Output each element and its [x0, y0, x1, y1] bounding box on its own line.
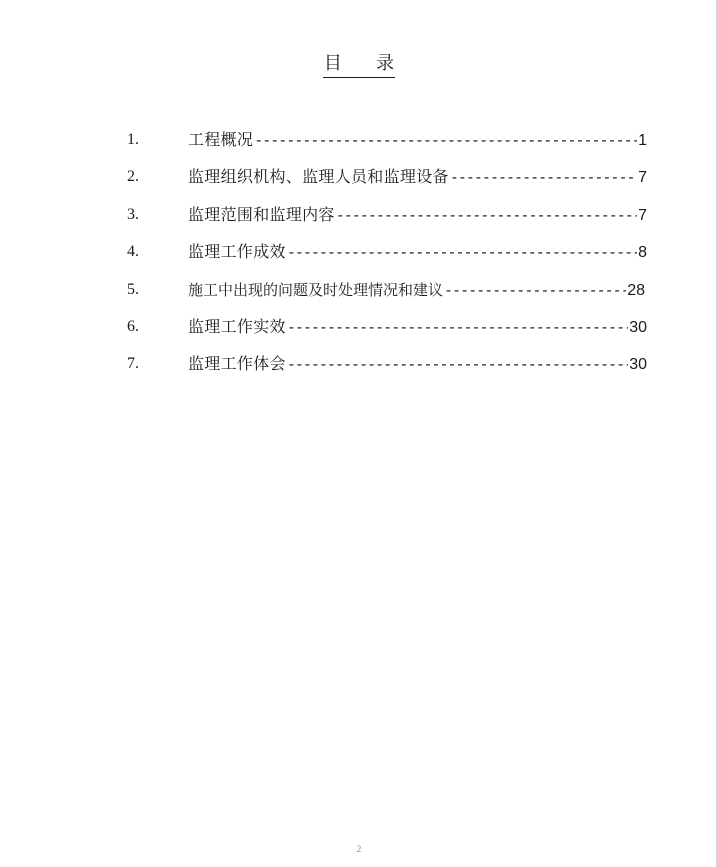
toc-entry-number: 7. [127, 355, 139, 373]
toc-dash-leader [287, 240, 637, 264]
toc-entry-line [188, 128, 647, 153]
toc-entry-number: 6. [127, 317, 139, 335]
page-number: 2 [356, 844, 362, 854]
toc-dash-leader [450, 165, 637, 189]
toc-entry-page: 30 [629, 318, 647, 336]
toc-entry-page: 7 [638, 206, 647, 224]
toc-entry-line [188, 315, 647, 340]
toc-entry-title: 施工中出现的问题及时处理情况和建议 [188, 280, 444, 299]
toc-entry-title: 工程概况 [188, 130, 254, 149]
toc-entry[interactable] [0, 278, 718, 315]
toc-entry[interactable] [0, 352, 718, 389]
toc-entry-number: 1. [127, 131, 139, 148]
toc-dash-leader [287, 352, 628, 376]
toc-entry-line [188, 352, 647, 377]
toc-entry-page: 7 [638, 169, 647, 187]
toc-entry-page: 30 [629, 356, 647, 374]
toc-entry-number: 2. [127, 168, 139, 186]
toc-entry-title: 监理组织机构、监理人员和监理设备 [188, 167, 449, 187]
toc-entry-page: 28 [627, 281, 645, 299]
table-of-contents [0, 128, 718, 390]
toc-heading-text: 目 录 [323, 52, 395, 78]
toc-dash-leader [287, 315, 628, 339]
toc-heading [0, 52, 718, 78]
toc-entry[interactable] [0, 203, 718, 240]
toc-dash-leader [254, 128, 637, 152]
toc-entry-title: 监理工作体会 [188, 354, 286, 374]
toc-entry-number: 3. [127, 205, 139, 223]
toc-dash-leader [336, 203, 637, 227]
toc-entry[interactable] [0, 165, 718, 202]
toc-entry[interactable] [0, 315, 718, 352]
toc-entry-line [188, 278, 645, 303]
toc-entry[interactable] [0, 240, 718, 277]
toc-entry-line [188, 203, 647, 228]
toc-entry-page: 8 [638, 244, 647, 262]
toc-dash-leader [444, 278, 626, 302]
toc-entry-number: 4. [127, 243, 139, 261]
toc-entry-title: 监理工作成效 [188, 242, 286, 262]
toc-entry-title: 监理工作实效 [188, 316, 286, 336]
toc-entry-number: 5. [127, 280, 139, 298]
toc-entry-line [188, 240, 647, 265]
toc-entry-line [188, 165, 647, 190]
toc-entry-title: 监理范围和监理内容 [188, 204, 335, 224]
toc-entry[interactable] [0, 128, 718, 165]
toc-entry-page: 1 [638, 132, 647, 149]
